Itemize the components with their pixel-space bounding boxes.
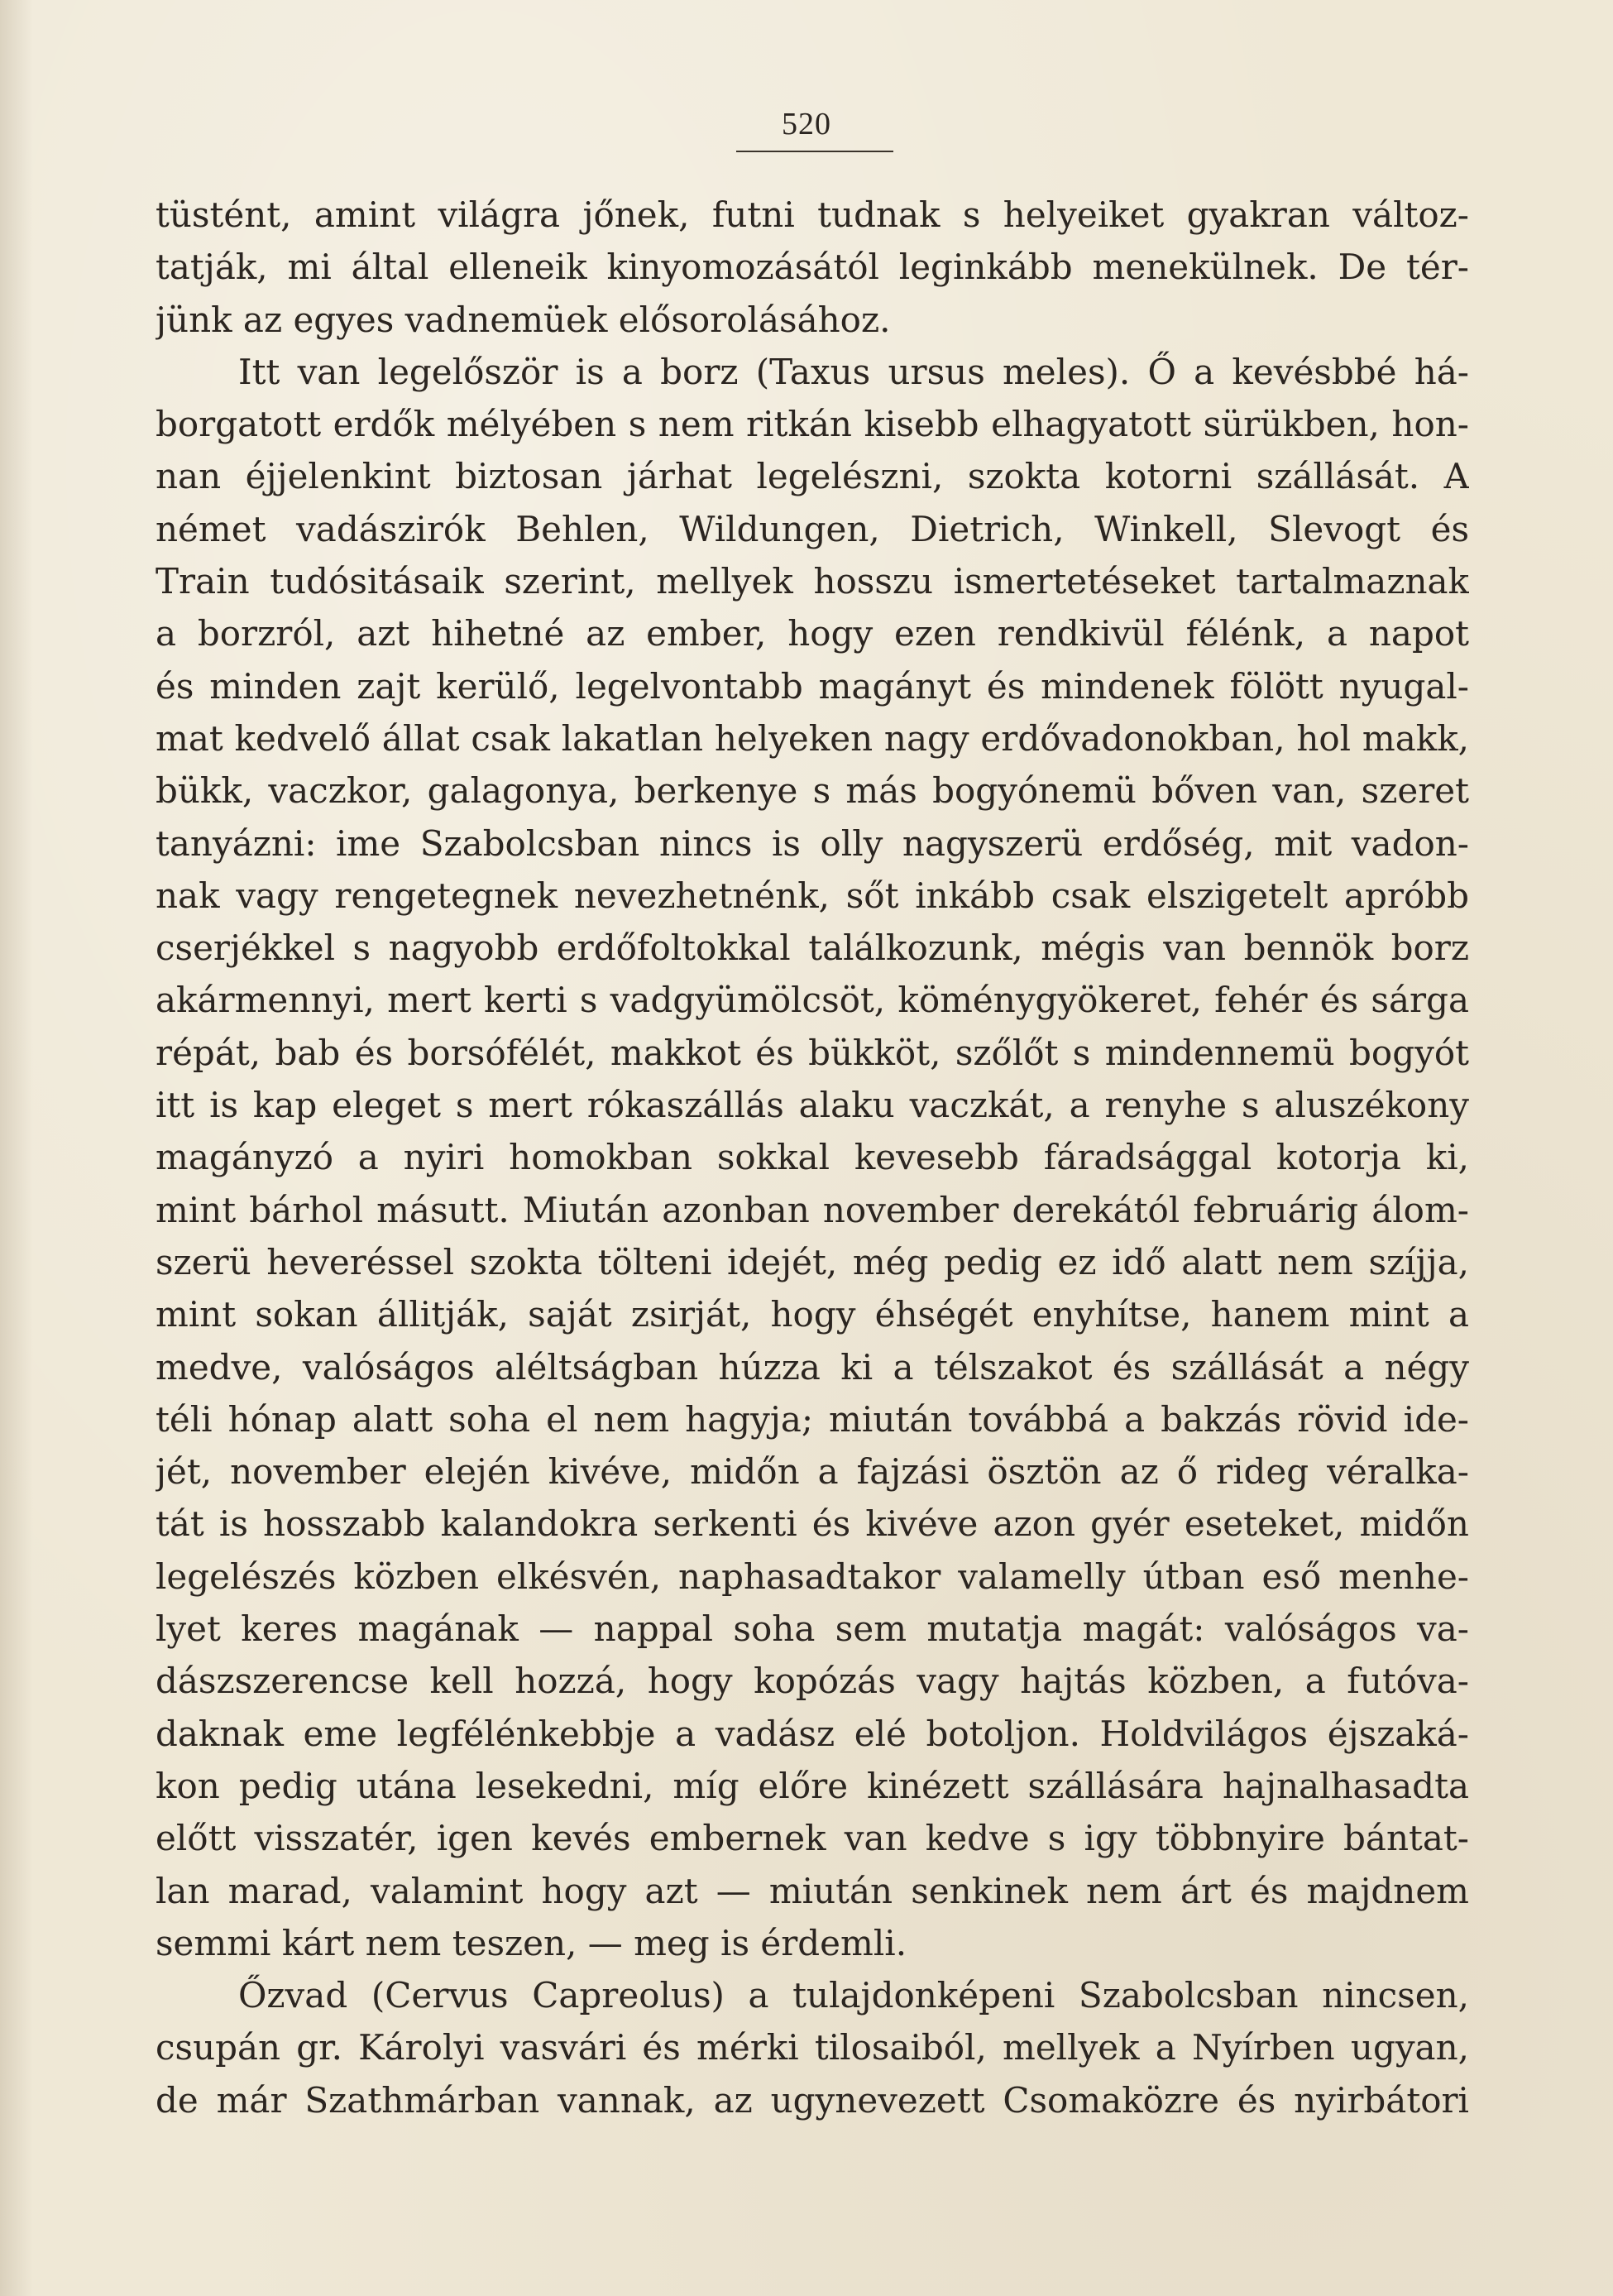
text-line-content: bükk, vaczkor, galagonya, berkenye s más bogyónemü bőven van, szeret: [156, 770, 1469, 812]
text-line-content: legelészés közben elkésvén, naphasadtakor valamelly útban eső menhe-: [156, 1555, 1469, 1597]
text-line-content: medve, valóságos aléltságban húzza ki a télszakot és szállását a négy: [156, 1346, 1469, 1388]
text-line-content: jét, november elején kivéve, midőn a fajzási ösztön az ő rideg véralka-: [156, 1451, 1469, 1493]
text-line: [156, 1603, 1469, 1655]
text-line-content: dászszerencse kell hozzá, hogy kopózás vagy hajtás közben, a futóva-: [156, 1661, 1469, 1702]
text-line: [156, 974, 1469, 1026]
text-line: [156, 189, 1469, 241]
text-line-content: semmi kárt nem teszen, — meg is érdemli.: [156, 1922, 907, 1963]
text-line-content: tanyázni: ime Szabolcsban nincs is olly nagyszerü erdőség, mit vadon-: [156, 822, 1469, 864]
text-line: [156, 1812, 1469, 1864]
text-line: [156, 1865, 1469, 1917]
text-line: [156, 765, 1469, 817]
text-line: [156, 1288, 1469, 1340]
text-line-content: és minden zajt kerülő, legelvontabb magányt és mindenek fölött nyugal-: [156, 665, 1469, 707]
text-line-content: akármennyi, mert kerti s vadgyümölcsöt, köménygyökeret, fehér és sárga: [156, 980, 1469, 1021]
text-line-content: nan éjjelenkint biztosan járhat legelészni, szokta kotorni szállását. A: [156, 456, 1469, 497]
text-line-content: csupán gr. Károlyi vasvári és mérki tilosaiból, mellyek a Nyírben ugyan,: [156, 2027, 1469, 2068]
text-line: [156, 817, 1469, 870]
text-line-content: de már Szathmárban vannak, az ugynevezett Csomaközre és nyirbátori: [156, 2079, 1469, 2121]
text-line-content: mat kedvelő állat csak lakatlan helyeken nagy erdővadonokban, hol makk,: [156, 717, 1469, 759]
body-text: [156, 189, 1469, 2126]
text-line: [156, 1079, 1469, 1131]
text-line: [156, 1655, 1469, 1707]
text-line-content: lan marad, valamint hogy azt — miután senkinek nem árt és majdnem: [156, 1870, 1469, 1911]
text-line: [156, 607, 1469, 659]
text-line: [156, 1917, 1469, 1969]
text-line: [156, 922, 1469, 974]
text-line: [156, 1708, 1469, 1760]
text-line-content: cserjékkel s nagyobb erdőfoltokkal találkozunk, mégis van bennök borz: [156, 928, 1469, 969]
text-line: [156, 346, 1469, 398]
page-number: 520: [782, 107, 831, 141]
text-line: [156, 870, 1469, 922]
text-line: [156, 660, 1469, 712]
text-line: [156, 2021, 1469, 2073]
text-line-content: kon pedig utána lesekedni, míg előre kinézett szállására hajnalhasadta: [156, 1765, 1469, 1806]
text-line: [156, 1969, 1469, 2021]
text-line: [156, 1184, 1469, 1236]
text-line: [156, 1393, 1469, 1445]
page-fold-shadow: [0, 0, 33, 2296]
text-line: [156, 503, 1469, 555]
text-line-content: magányzó a nyiri homokban sokkal kevesebb fáradsággal kotorja ki,: [156, 1137, 1469, 1178]
text-line: [156, 1498, 1469, 1550]
page-number-rule: [736, 151, 893, 152]
text-line-content: a borzról, azt hihetné az ember, hogy ezen rendkivül félénk, a napot: [156, 613, 1469, 654]
text-line-content: tát is hosszabb kalandokra serkenti és kivéve azon gyér eseteket, midőn: [156, 1503, 1469, 1545]
text-line: [156, 1027, 1469, 1079]
text-line: [156, 241, 1469, 293]
text-line-content: tatják, mi által elleneik kinyomozásától leginkább menekülnek. De tér-: [156, 247, 1469, 288]
text-line-content: Train tudósitásaik szerint, mellyek hosszu ismertetéseket tartalmaznak: [156, 561, 1469, 602]
text-line-content: lyet keres magának — nappal soha sem mutatja magát: valóságos va-: [156, 1608, 1469, 1650]
text-line-content: Őzvad (Cervus Capreolus) a tulajdonképeni Szabolcsban nincsen,: [238, 1975, 1469, 2016]
text-line-content: daknak eme legfélénkebbje a vadász elé botoljon. Holdvilágos éjszaká-: [156, 1713, 1469, 1754]
text-line-content: répát, bab és borsófélét, makkot és bükköt, szőlőt s mindennemü bogyót: [156, 1032, 1469, 1073]
text-line-content: Itt van legelőször is a borz (Taxus ursus meles). Ő a kevésbbé há-: [238, 351, 1469, 392]
text-line: [156, 1445, 1469, 1498]
text-line: [156, 1236, 1469, 1288]
text-line-content: nak vagy rengetegnek nevezhetnénk, sőt inkább csak elszigetelt apróbb: [156, 875, 1469, 916]
text-line: [156, 450, 1469, 502]
text-line-content: téli hónap alatt soha el nem hagyja; miután továbbá a bakzás rövid ide-: [156, 1398, 1469, 1440]
text-line: [156, 1341, 1469, 1393]
text-line: [156, 1760, 1469, 1812]
text-line-content: szerü heveréssel szokta tölteni idejét, még pedig ez idő alatt nem szíjja,: [156, 1241, 1469, 1282]
text-line: [156, 294, 1469, 346]
text-line-content: német vadászirók Behlen, Wildungen, Dietrich, Winkell, Slevogt és: [156, 508, 1469, 549]
text-line-content: jünk az egyes vadnemüek elősorolásához.: [156, 299, 891, 340]
text-line: [156, 1131, 1469, 1183]
text-line: [156, 1551, 1469, 1603]
text-line: [156, 398, 1469, 450]
text-line-content: borgatott erdők mélyében s nem ritkán kisebb elhagyatott sürükben, hon-: [156, 404, 1469, 445]
text-line-content: mint sokan állitják, saját zsirját, hogy éhségét enyhítse, hanem mint a: [156, 1294, 1469, 1335]
text-line-content: itt is kap eleget s mert rókaszállás alaku vaczkát, a renyhe s aluszékony: [156, 1085, 1469, 1126]
text-line: [156, 2074, 1469, 2126]
text-line-content: előtt visszatér, igen kevés embernek van kedve s igy többnyire bántat-: [156, 1818, 1469, 1859]
text-line: [156, 712, 1469, 765]
text-line-content: mint bárhol másutt. Miután azonban november derekától februárig álom-: [156, 1189, 1469, 1230]
text-line: [156, 555, 1469, 607]
text-line-content: tüstént, amint világra jőnek, futni tudnak s helyeiket gyakran változ-: [156, 194, 1469, 235]
